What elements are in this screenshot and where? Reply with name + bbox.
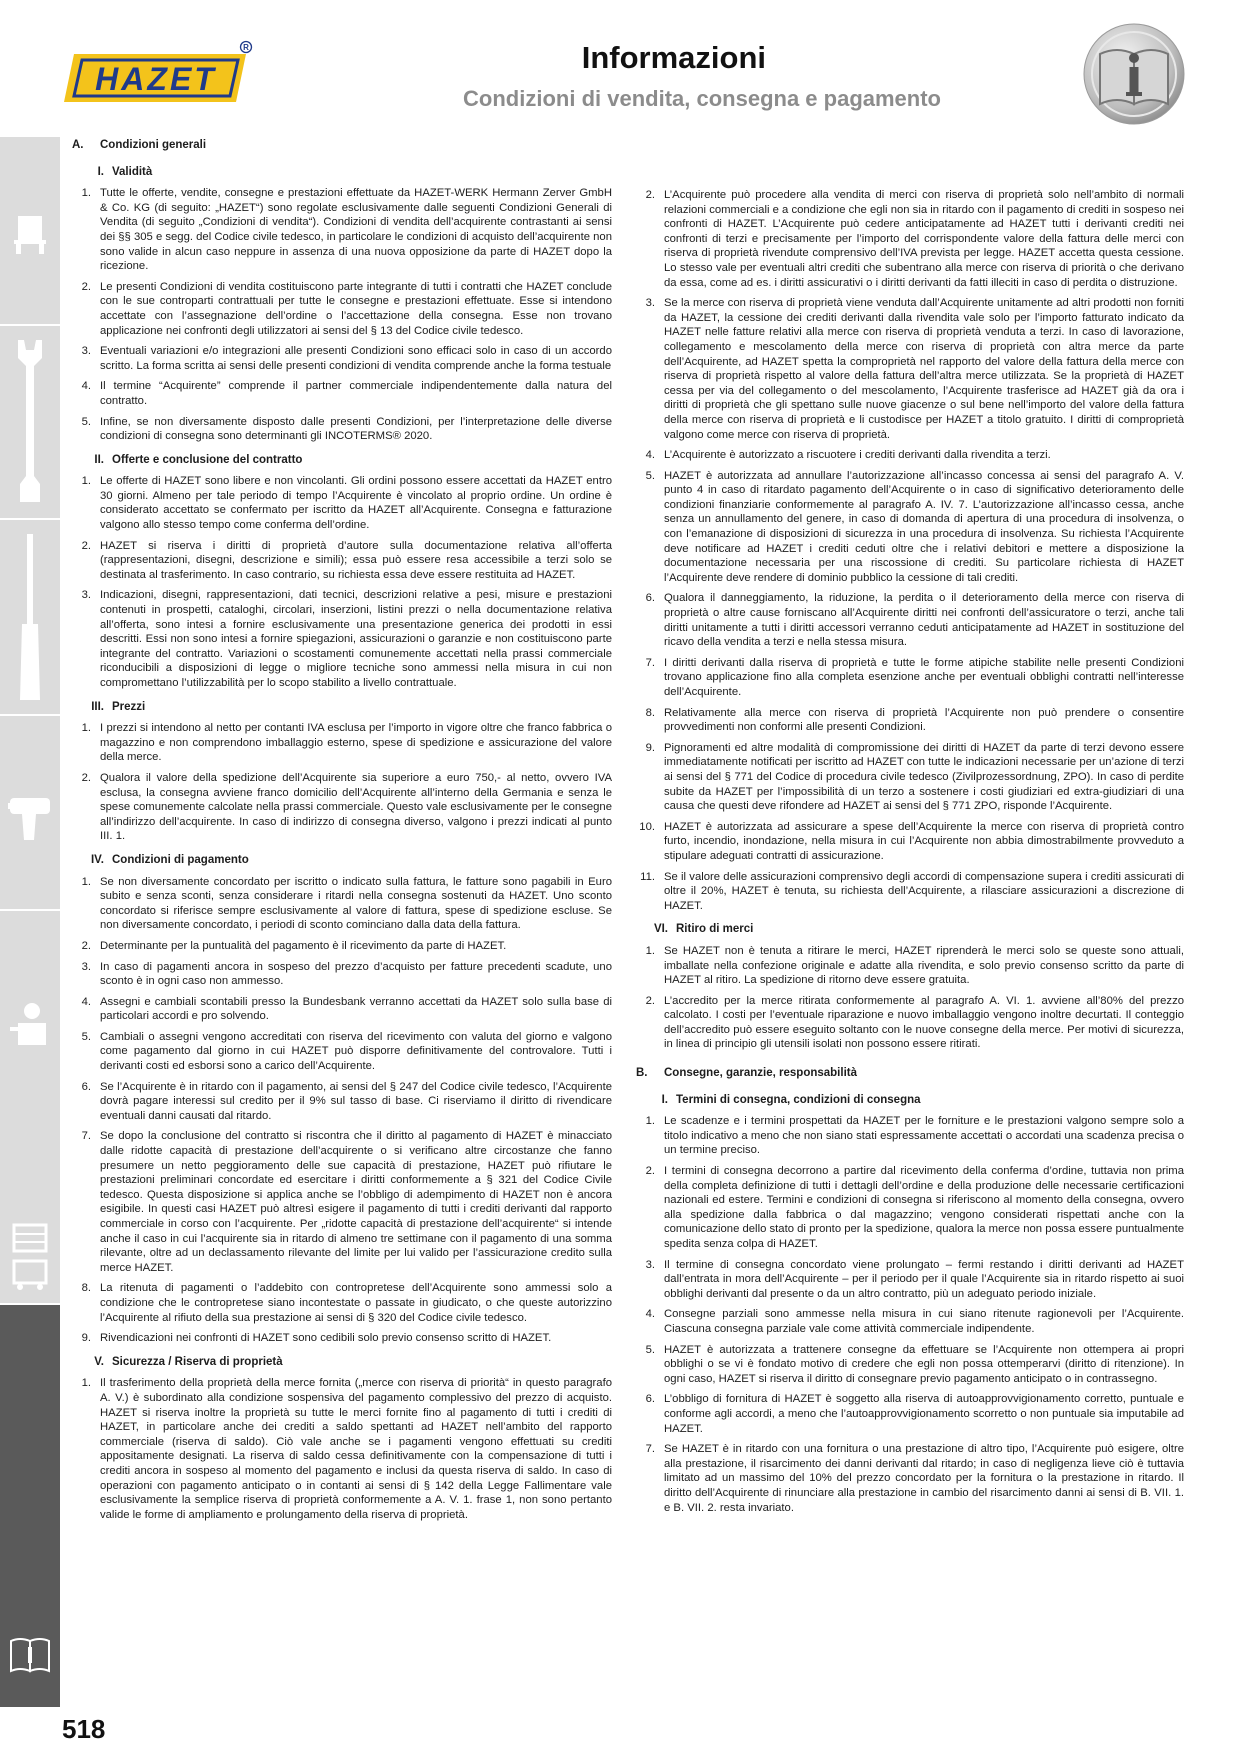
- clause-text: HAZET è autorizzata ad annullare l’autorizzazione all’incasso concessa ai sensi del paragrafo A. V. punto 4 in caso di ritardato pagamento dell’Acquirente o in caso di significativo deterioramento delle condizioni finanziarie conformemente al paragrafo A. IV. 7. L’autorizzazione all’incasso cessa, anche senza un annullamento del genere, in caso di domanda di apertura di una procedura di insolvenza, o con l’emanazione di disposizioni di sicurezza in una procedura di insolvenza. Su richiesta l’Acquirente deve notificare ad HAZET i crediti ceduti oltre che i relativi debitori e mettere a disposizione la documentazione necessaria per una riscossione di crediti. Su particolare richiesta di HAZET l’Acquirente deve rendere di dominio pubblico la cessione di tali crediti.: [664, 469, 1184, 584]
- left-column: [72, 138, 612, 1528]
- clause-text: Pignoramenti ed altre modalità di compromissione dei diritti di HAZET da parte di terzi devono essere immediatamente notificati per iscritto ad HAZET con tutte le indicazioni necessarie per un’azione di terzi ai sensi del § 771 del Codice di procedura civile tedesco (Zivilprozessordnung, ZPO). In caso di perdite subite da HAZET per l’impossibilità di un terzo a sostenere i costi giudiziari ed extra-giudiziari di una causa che questi deve rifondere ad HAZET ai sensi del § 771 ZPO, risponde l’Acquirente.: [664, 741, 1184, 813]
- clause-number: 8.: [81, 1282, 91, 1295]
- clause-number: 6.: [645, 1393, 655, 1406]
- clause-number: 1.: [81, 722, 91, 735]
- clause-text: HAZET è autorizzata a trattenere consegne da effettuare se l’Acquirente non ottempera ai propri obblighi o se vi è fondato motivo di credere che egli non possa ottemperarvi (diritto di ritenzione). In ogni caso, HAZET si riserva il diritto di consegnare previo pagamento anticipato o in contrassegno.: [664, 1343, 1184, 1385]
- clause-item: [72, 588, 612, 690]
- subsection-heading: [636, 922, 1184, 937]
- clause-item: [636, 741, 1184, 814]
- screwdriver-icon: [8, 530, 52, 705]
- clause-number: 2.: [81, 939, 91, 952]
- clause-text: L’Acquirente è autorizzato a riscuotere i crediti derivanti dalla rivendita a terzi.: [664, 449, 1051, 462]
- clause-item: [636, 820, 1184, 864]
- clause-item: [636, 656, 1184, 700]
- clause-number: 1.: [81, 875, 91, 888]
- page-subtitle: Condizioni di vendita, consegna e pagamento: [463, 86, 941, 111]
- clause-item: [72, 280, 612, 338]
- pneumatic-tool-icon: [8, 794, 52, 844]
- clause-number: 7.: [81, 1130, 91, 1143]
- clause-item: [636, 1392, 1184, 1436]
- clause-number: 3.: [81, 960, 91, 973]
- clause-text: L’obbligo di fornitura di HAZET è soggetto alla riserva di autoapprovvigionamento corretto, puntuale e conforme agli accordi, a meno che l’autoapprovvigionamento scorretto o non puntuale sia imputabile ad HAZET.: [664, 1393, 1184, 1435]
- clause-text: Le offerte di HAZET sono libere e non vincolanti. Gli ordini possono essere accettati da HAZET entro 30 giorni. Almeno per tale periodo di tempo l’Acquirente è vincolato al proprio ordine. Un ordine è considerato accettato se confermato per iscritto da HAZET all’Acquirente. Consegna e fatturazione valgono allo stesso tempo come conferma dell’ordine.: [100, 475, 612, 532]
- clause-item: [636, 1343, 1184, 1387]
- clause-number: 3.: [645, 297, 655, 310]
- subsection-heading: [636, 1093, 1184, 1108]
- clause-item: [636, 994, 1184, 1052]
- clause-item: [72, 875, 612, 933]
- section-number: A.: [72, 139, 84, 151]
- clause-item: [72, 771, 612, 844]
- clause-item: [636, 1164, 1184, 1252]
- clause-number: 9.: [645, 741, 655, 754]
- clause-text: Se dopo la conclusione del contratto si riscontra che il diritto al pagamento di HAZET è minacciato dalle ridotte capacità di prestazione dell’acquirente o si verificano altre circostanze che fanno presumere un netto peggioramento delle sue capacità di prestazione, HAZET può rifiutare le prestazioni preliminari concordate ed esercitare i diritti conformemente a § 321 del Codice Civile tedesco. Questa disposizione si applica anche se l’obbligo di adempimento di HAZET non è ancora esigibile. In questi casi HAZET può altresì esigere il pagamento di tutti i crediti derivanti dal rapporto commerciale in corso con l’acquirente. Per „ridotte capacità di prestazione dell’acquirente“ si intende anche il caso in cui l’acquirente sia in ritardo di almeno tre settimane con il pagamento di una somma rilevante, oltre ad un declassamento rilevante del limite per lui valido per l’assicurazione credito sulla merce HAZET.: [100, 1130, 612, 1274]
- section-number: B.: [636, 1067, 648, 1080]
- clause-number: 5.: [645, 1343, 655, 1356]
- subsection-heading: [72, 853, 612, 868]
- clause-number: 7.: [645, 656, 655, 669]
- sidebar-tab-screwdrivers[interactable]: [0, 520, 60, 714]
- clause-text: In caso di pagamenti ancora in sospeso del prezzo d’acquisto per fatture precedenti scadute, uno sconto è in ogni caso non ammesso.: [100, 960, 612, 988]
- section-heading: [636, 1066, 1184, 1081]
- sidebar-tab-wrenches[interactable]: [0, 326, 60, 518]
- clause-item: [636, 448, 1184, 463]
- clause-item: [636, 296, 1184, 442]
- clause-text: Qualora il valore della spedizione dell’Acquirente sia superiore a euro 750,- al netto, ovvero IVA esclusa, la consegna avviene franco domicilio dell’Acquirente all’interno della Germania e senza le spese comunemente calcolate nella prassi commerciale. Questo vale esclusivamente per le consegne all’indirizzo dell’acquirente. In caso di indirizzo di consegna diverso, valgono i prezzi indicati al punto III. 1.: [100, 771, 612, 843]
- clause-number: 6.: [81, 1080, 91, 1093]
- clause-number: 2.: [645, 189, 655, 201]
- workbench-icon: [8, 212, 52, 256]
- clause-item: [72, 1080, 612, 1124]
- clause-item: [72, 186, 612, 274]
- mechanic-icon: [8, 1001, 52, 1047]
- clause-item: [72, 721, 612, 765]
- subsection-title: Offerte e conclusione del contratto: [112, 453, 303, 466]
- clause-text: I termini di consegna decorrono a partire dal ricevimento della conferma d’ordine, tuttavia non prima della completa definizione di tutti i dettagli dell’ordine e della produzione delle necessarie certificazioni nazionali ed estere. Termini e condizioni di consegna si riferiscono al momento della consegna, ovvero alla spedizione dalla fabbrica o dal magazzino; vengono considerati rispettati anche con la comunicazione dello stato di pronto per la spedizione, qualora la merce non possa essere puntualmente spedita senza colpa di HAZET.: [664, 1165, 1184, 1250]
- sidebar-tab-mechanic[interactable]: [0, 911, 60, 1303]
- clause-text: Il trasferimento della proprietà della merce fornita („merce con riserva di priorità“ in questo paragrafo A. V.) è subordinato alla condizione sospensiva del pagamento complessivo del prezzo di acquisto. HAZET si riserva inoltre la proprietà su tutte le merci fornite fino al pagamento di tutti i crediti di HAZET, in particolare anche dei crediti a saldo spettanti ad HAZET nell’ambito del rapporto commerciale (riserva di saldo). Ciò vale anche se i pagamenti vengono effettuati su crediti appositamente designati. La riserva di saldo cessa definitivamente con la compensazione di tutti i crediti ancora in sospeso al momento del pagamento e inclusi da questa riserva di saldo. In caso di operazioni con pagamento anticipato o in contanti ai sensi di § 142 della Legge Fallimentare vale esclusivamente la semplice riserva di proprietà conformemente a A. V. 1. frase 1, non sono pertanto valide le forme di ampliamento e prolungamento della riserva di proprietà.: [100, 1377, 612, 1521]
- clause-number: 4.: [81, 995, 91, 1008]
- clause-item: [72, 344, 612, 373]
- subsection-number: II.: [94, 453, 104, 466]
- clause-text: Infine, se non diversamente disposto dalle presenti Condizioni, per l’interpretazione delle diverse condizioni di consegna sono determinanti gli INCOTERMS® 2020.: [100, 415, 612, 443]
- subsection-heading: [72, 453, 612, 468]
- subsection-title: Ritiro di merci: [676, 923, 754, 936]
- sidebar: [0, 137, 60, 1707]
- page-title: Informazioni: [581, 40, 766, 75]
- clause-item: [636, 1258, 1184, 1302]
- subsection-number: IV.: [90, 853, 104, 866]
- subsection-title: Termini di consegna, condizioni di consegna: [676, 1093, 921, 1106]
- clause-item: [72, 379, 612, 408]
- clause-item: [72, 1281, 612, 1325]
- section-title: Consegne, garanzie, responsabilità: [664, 1067, 857, 1080]
- clause-item: [636, 591, 1184, 649]
- subsection-title: Condizioni di pagamento: [112, 853, 249, 866]
- clause-item: [72, 1129, 612, 1275]
- clause-item: [636, 1307, 1184, 1336]
- clause-number: 3.: [81, 345, 91, 358]
- clause-item: [72, 995, 612, 1024]
- right-column: [636, 188, 1184, 1521]
- clause-item: [72, 960, 612, 989]
- clause-text: L’accredito per la merce ritirata conformemente al paragrafo A. VI. 1. avviene all’80% del prezzo calcolato. I costi per l’eventuale riparazione e nuovo imballaggio vengono inoltre decurtati. Il conteggio dell’accredito può essere eseguito soltanto con le nuove consegne della merce. Per motivi di sicurezza, in linea di principio gli utensili isolati non possono essere ritirati.: [664, 994, 1184, 1051]
- subsection-number: VI.: [653, 923, 668, 936]
- sidebar-tab-workbench[interactable]: [0, 137, 60, 324]
- clause-number: 1.: [645, 1115, 655, 1128]
- clause-text: La ritenuta di pagamenti o l’addebito con contropretese dell’Acquirente sono ammessi solo a condizione che le contropretese siano incontestate o passate in giudicato, o che queste autorizzino l’Acquirente al rifiuto della sua prestazione ai sensi di § 320 del Codice civile tedesco.: [100, 1282, 612, 1324]
- clause-text: Se la merce con riserva di proprietà viene venduta dall’Acquirente unitamente ad altri prodotti non forniti da HAZET, la cessione dei crediti derivanti dalla rivendita vale solo per l’importo fatturato indicato da HAZET nelle fatture relativi alla merce con riserva di proprietà venduta a terzi. In caso di lavorazione, collegamento e mescolamento della merce con riserva di proprietà con altra merce da parte dell’Acquirente, ad HAZET spetta la comproprietà nel rapporto del valore della fattura della merce con riserva di proprietà rispetto al valore della fattura dell’altra merce utilizzata. Se la proprietà di HAZET cessa per via del collegamento o del mescolamento, l’Acquirente trasferisce ad HAZET già da ora i diritti di proprietà che gli spettano sulle nuove giacenze o sul bene nell’importo del valore della fattura della merce con riserva di proprietà e li custodisce per HAZET a titolo gratuito. I diritti di comproprietà valgono come merce con riserva di proprietà.: [664, 297, 1184, 441]
- clause-item: [636, 706, 1184, 735]
- clause-number: 1.: [81, 475, 91, 488]
- clause-number: 8.: [645, 706, 655, 719]
- clause-number: 2.: [81, 771, 91, 784]
- subsection-number: V.: [94, 1355, 104, 1368]
- clause-text: Eventuali variazioni e/o integrazioni alle presenti Condizioni sono efficaci solo in caso di un accordo scritto. La forma scritta ai sensi delle presenti condizioni di vendita comprende anche la forma testuale: [100, 345, 612, 372]
- tool-trolley-icon: [8, 1221, 52, 1291]
- clause-number: 2.: [645, 1165, 655, 1178]
- page-number: 518: [62, 1714, 106, 1744]
- section-heading: [72, 138, 612, 153]
- clause-item: [636, 469, 1184, 586]
- clause-number: 11.: [640, 870, 655, 883]
- svg-text:R: R: [243, 43, 249, 52]
- clause-number: 2.: [81, 539, 91, 552]
- clause-text: Rivendicazioni nei confronti di HAZET sono cedibili solo previo consenso scritto di HAZET.: [100, 1332, 552, 1345]
- info-book-icon: [1082, 22, 1186, 126]
- clause-text: Se il valore delle assicurazioni comprensivo degli accordi di compensazione supera i crediti assicurati di oltre il 20%, HAZET è tenuta, su richiesta dell’Acquirente, a rilasciare assicurazioni a discrezione di HAZET.: [664, 870, 1184, 912]
- sidebar-tab-pneumatic[interactable]: [0, 716, 60, 909]
- sidebar-tab-information[interactable]: [0, 1305, 60, 1707]
- clause-text: L’Acquirente può procedere alla vendita di merci con riserva di proprietà solo nell’ambito di normali relazioni commerciali e a condizione che egli non sia in ritardo con il pagamento di crediti in sospeso nei confronti di HAZET. L’Acquirente può cedere anticipatamente ad HAZET tutti i derivanti crediti nei confronti di terzi e precisamente per l’importo del corrispondente valore della fattura delle merci con riserva di proprietà rivendute comprensivo dell’IVA prevista per legge. HAZET accetta questa cessione. Lo stesso vale per eventuali altri crediti che subentrano alla merce con riserva di priorità o che derivano da essa, come ad es. i diritti assicurativi o i diritti derivanti da fatti illeciti in caso di perdita o distruzione.: [664, 189, 1184, 289]
- clause-item: [72, 1030, 612, 1074]
- clause-number: 4.: [81, 380, 91, 393]
- clause-number: 4.: [645, 449, 655, 462]
- clause-item: [636, 944, 1184, 988]
- clause-text: I prezzi si intendono al netto per contanti IVA esclusa per l’importo in vigore oltre che franco fabbrica o magazzino e non comprendono imballaggio esterno, spese di spedizione e assicurazione del valore della merce.: [100, 722, 612, 764]
- clause-text: HAZET è autorizzata ad assicurare a spese dell’Acquirente la merce con riserva di proprietà contro furto, incendio, inondazione, nella misura in cui l’Acquirente non abbia dimostrabilmente provveduto a stipulare adeguati contratti di assicurazione.: [664, 820, 1184, 862]
- clause-text: I diritti derivanti dalla riserva di proprietà e tutte le forme atipiche stabilite nelle presenti Condizioni trovano applicazione fino alla completa esenzione anche per eventuali obblighi contratti nell’interesse dell’Acquirente.: [664, 656, 1184, 698]
- clause-number: 5.: [645, 469, 655, 482]
- clause-text: Il termine “Acquirente” comprende il partner commerciale indipendentemente dalla natura del contratto.: [100, 380, 612, 407]
- clause-item: [72, 1376, 612, 1522]
- clause-number: 3.: [81, 589, 91, 602]
- subsection-title: Validità: [112, 165, 153, 178]
- clause-number: 4.: [645, 1308, 655, 1321]
- subsection-number: I.: [661, 1093, 668, 1106]
- clause-item: [636, 188, 1184, 290]
- clause-text: Le presenti Condizioni di vendita costituiscono parte integrante di tutti i contratti che HAZET conclude con le sue controparti contrattuali per tutte le consegne e prestazioni effettuate. Esse si intendono accettate con l’assegnazione dell’ordine o l’accettazione della consegna. Esse non trovano applicazione nei confronti degli utilizzatori ai sensi del § 13 del Codice civile tedesco.: [100, 280, 612, 337]
- clause-text: Il termine di consegna concordato viene prolungato – fermi restando i diritti derivanti ad HAZET dall’entrata in mora dell’Acquirente – per il periodo per il quale l’Acquirente sia in ritardo rispetto ai suoi obblighi derivanti dal presente o da un altro contratto, più un adeguato periodo iniziale.: [664, 1258, 1184, 1300]
- clause-number: 1.: [81, 1377, 91, 1390]
- clause-item: [72, 1331, 612, 1346]
- clause-item: [72, 474, 612, 532]
- clause-item: [636, 870, 1184, 914]
- clause-number: 10.: [639, 820, 655, 833]
- clause-number: 1.: [81, 187, 91, 200]
- clause-item: [636, 1442, 1184, 1515]
- clause-text: Tutte le offerte, vendite, consegne e prestazioni effettuate da HAZET-WERK Hermann Zerver GmbH & Co. KG (di seguito: „HAZET“) sono regolate esclusivamente dalle seguenti Condizioni Generali di Vendita (di seguito „Condizioni di vendita“). Condizioni di vendita dell’acquirente contrastanti ai sensi dei §§ 305 e segg. del Codice civile tedesco, in particolare le condizioni di acquisto dell’acquirente non sono valide in alcun caso neppure in assenza di una nuova opposizione da parte di HAZET dopo la ricezione.: [100, 187, 612, 273]
- wrench-icon: [8, 336, 52, 506]
- hazet-logo: [60, 40, 256, 110]
- clause-text: Consegne parziali sono ammesse nella misura in cui siano ritenute ragionevoli per l’Acquirente. Ciascuna consegna parziale vale come attività commerciale indipendente.: [664, 1308, 1184, 1335]
- clause-text: Se HAZET è in ritardo con una fornitura o una prestazione di altro tipo, l’Acquirente può esigere, oltre alla prestazione, il risarcimento dei danni derivanti dal ritardo; in caso di negligenza lieve ciò è tuttavia limitato ad un massimo del 10% del prezzo concordato per la fornitura o la prestazione in ritardo. Il diritto dell’Acquirente di rinunciare alla prestazione in cambio del risarcimento danni ai sensi di B. VII. 1. e B. VII. 2. resta invariato.: [664, 1443, 1184, 1514]
- subsection-title: Sicurezza / Riserva di proprietà: [112, 1355, 283, 1368]
- clause-item: [72, 539, 612, 583]
- subsection-heading: [72, 1355, 612, 1370]
- clause-text: Se non diversamente concordato per iscritto o indicato sulla fattura, le fatture sono pagabili in Euro subito e senza sconti, senza considerare i ritardi nella consegna sostenuti da HAZET. Uno sconto concordato si riferisce sempre esclusivamente al valore di fattura, spese di spedizione escluse. Se non diversamente concordato, i periodi di sconto cominciano dalla data della fattura.: [100, 875, 612, 932]
- subsection-title: Prezzi: [112, 700, 146, 713]
- clause-text: Le scadenze e i termini prospettati da HAZET per le forniture e le prestazioni valgono sempre solo a titolo indicativo a meno che non siano stati espressamente accettati o accordati una scadenza precisa o un termine preciso.: [664, 1115, 1184, 1157]
- clause-text: Determinante per la puntualità del pagamento è il ricevimento da parte di HAZET.: [100, 939, 507, 952]
- clause-number: 3.: [645, 1258, 655, 1271]
- clause-number: 5.: [81, 1030, 91, 1043]
- clause-text: Cambiali o assegni vengono accreditati con riserva del ricevimento con valuta del giorno e valgono come pagamento dal giorno in cui HAZET può disporre definitivamente del controvalore. Tutti i derivanti costi ed esborsi sono a carico dell’Acquirente.: [100, 1030, 612, 1073]
- clause-number: 2.: [81, 280, 91, 293]
- clause-item: [72, 939, 612, 954]
- clause-number: 1.: [645, 944, 655, 957]
- clause-item: [636, 1114, 1184, 1158]
- info-book-icon: [8, 1635, 52, 1675]
- logo-wordmark: HAZET: [95, 61, 217, 97]
- clause-text: Se HAZET non è tenuta a ritirare le merci, HAZET riprenderà le merci solo se queste sono attuali, imballate nella confezione originale e adatte alla rivendita, e solo previo consenso scritto da parte di HAZET al ritiro. La spedizione di ritorno deve essere gratuita.: [664, 944, 1184, 987]
- clause-number: 9.: [81, 1332, 91, 1345]
- clause-text: Qualora il danneggiamento, la riduzione, la perdita o il deterioramento della merce con riserva di proprietà o altre cause forniscano all’Acquirente diritti nei confronti dell’assicuratore o terzi, anche tali diritti unitamente a tutti i diritti accessori verranno ceduti anticipatamente ad HAZET in sostituzione del ricavo della vendita a terzi e nella stessa misura.: [664, 592, 1184, 649]
- section-title: Condizioni generali: [100, 139, 207, 151]
- clause-item: [72, 415, 612, 444]
- subsection-number: III.: [91, 700, 104, 713]
- subsection-heading: [72, 700, 612, 715]
- clause-text: Assegni e cambiali scontabili presso la Bundesbank verranno accettati da HAZET solo sulla base di particolari accordi e pro solvendo.: [100, 995, 612, 1023]
- clause-text: Indicazioni, disegni, rappresentazioni, dati tecnici, descrizioni relative a pesi, misure e prestazioni contenuti in prospetti, cataloghi, circolari, inserzioni, listini prezzi o nella documentazione relativa all’offerta, sono intesi a fornire esclusivamente una presentazione generica dei prodotti in essi descritti. Essi non sono intesi a fornire spiegazioni, assicurazioni o garanzie e non costituiscono parte integrante del contratto. Variazioni o scostamenti comunemente accettati nella prassi commerciale riconducibili a disposizioni di legge o migliore tecniche sono ammessi nella misura in cui non compromettano l’utilizzabilità per lo scopo stabilito a livello contrattuale.: [100, 589, 612, 689]
- clause-text: HAZET si riserva i diritti di proprietà d’autore sulla documentazione relativa all’offerta (rappresentazioni, disegni, descrizione e simili); essa può essere resa accessibile a terzi solo se destinata al trasferimento. In caso contrario, su richiesta essa deve essere restituita ad HAZET.: [100, 539, 612, 581]
- subsection-heading: [72, 165, 612, 180]
- clause-number: 2.: [645, 994, 655, 1007]
- clause-number: 5.: [81, 415, 91, 428]
- clause-text: Se l’Acquirente è in ritardo con il pagamento, ai sensi del § 247 del Codice civile tedesco, l’Acquirente dovrà pagare interessi sul credito per il 9% sul tasso di base. Ci riserviamo il diritto di rivendicare eventuali danni causati dal ritardo.: [100, 1080, 612, 1122]
- clause-number: 7.: [645, 1443, 655, 1456]
- clause-text: Relativamente alla merce con riserva di proprietà l’Acquirente non può prendere o consentire provvedimenti non conformi alle presenti Condizioni.: [664, 706, 1184, 734]
- clause-number: 6.: [645, 592, 655, 605]
- subsection-number: I.: [97, 165, 104, 178]
